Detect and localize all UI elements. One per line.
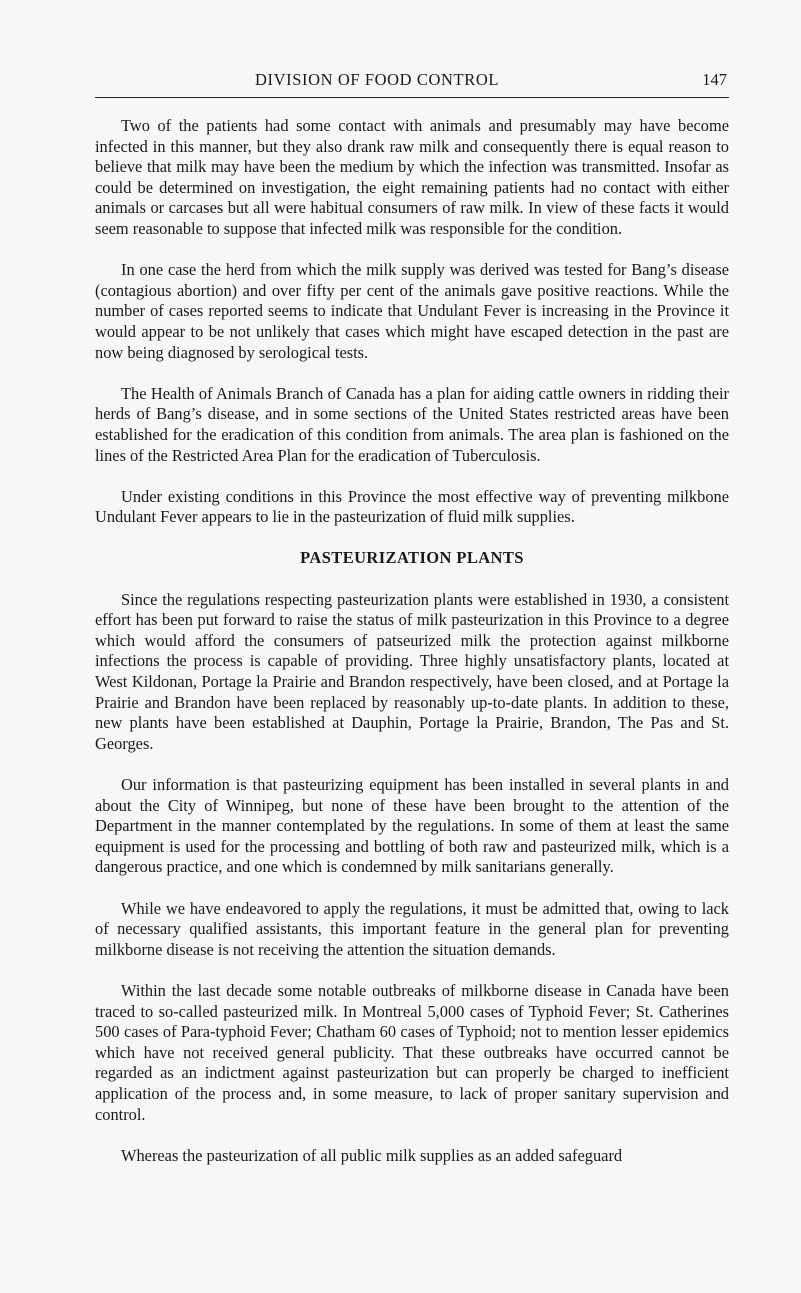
section-heading: PASTEURIZATION PLANTS [300, 548, 524, 568]
paragraph: While we have endeavored to apply the regulations, it must be admitted that, owing to lack of necessary qualified assistants, this important feature in the general plan for preventing milkborne disease is not receiving the attention the situation demands. [95, 898, 729, 959]
page-number: 147 [702, 70, 727, 89]
body-text [95, 116, 729, 1187]
running-title: DIVISION OF FOOD CONTROL [255, 70, 500, 89]
paragraph: Since the regulations respecting pasteurization plants were established in 1930, a consistent effort has been put forward to raise the status of milk pasteurization in this Province to a degree which would afford the consumers of patseurized milk the protection against milkborne infections the process is capable of providing. Three highly unsatisfactory plants, located at West Kildonan, Portage la Prairie and Brandon respectively, have been closed, and at Portage la Prairie and Brandon have been replaced by reasonably up-to-date plants. In addition to these, new plants have been established at Dauphin, Portage la Prairie, Brandon, The Pas and St. Georges. [95, 589, 729, 753]
paragraph: In one case the herd from which the milk supply was derived was tested for Bang’s disease (contagious abortion) and over fifty per cent of the animals gave positive reactions. While the number of cases reported seems to indicate that Undulant Fever is increasing in the Province it would appear to be not unlikely that cases which might have escaped detection in the past are now being diagnosed by serological tests. [95, 260, 729, 362]
paragraph: Whereas the pasteurization of all public milk supplies as an added safeguard [121, 1145, 623, 1165]
header-rule [95, 97, 729, 98]
paragraph: Our information is that pasteurizing equipment has been installed in several plants in and about the City of Winnipeg, but none of these have been brought to the attention of the Department in the manner contemplated by the regulations. In some of them at least the same equipment is used for the processing and bottling of both raw and pasteurized milk, which is a dangerous practice, and one which is condemned by milk sanitarians generally. [95, 775, 729, 877]
paragraph: Within the last decade some notable outbreaks of milkborne disease in Canada have been traced to so-called pasteurized milk. In Montreal 5,000 cases of Typhoid Fever; St. Catherines 500 cases of Para-typhoid Fever; Chatham 60 cases of Typhoid; not to mention lesser epidemics which have not received general publicity. That these outbreaks have occurred cannot be regarded as an indictment against pasteurization but can properly be charged to inefficient application of the process and, in some measure, to lack of proper sanitary supervision and control. [95, 980, 729, 1124]
paragraph: Under existing conditions in this Province the most effective way of preventing milkbone Undulant Fever appears to lie in the pasteurization of fluid milk supplies. [95, 486, 729, 527]
paragraph: Two of the patients had some contact with animals and presumably may have become infected in this manner, but they also drank raw milk and consequently there is equal reason to believe that milk may have been the medium by which the infection was transmitted. Insofar as could be determined on investigation, the eight remaining patients had no contact with either animals or carcases but all were habitual consumers of raw milk. In view of these facts it would seem reasonable to suppose that infected milk was responsible for the condition. [95, 116, 729, 238]
paragraph: The Health of Animals Branch of Canada has a plan for aiding cattle owners in ridding their herds of Bang’s disease, and in some sections of the United States restricted areas have been established for the eradication of this condition from animals. The area plan is fashioned on the lines of the Restricted Area Plan for the eradication of Tuberculosis. [95, 383, 729, 465]
running-header [95, 0, 729, 100]
document-page [95, 0, 729, 1165]
